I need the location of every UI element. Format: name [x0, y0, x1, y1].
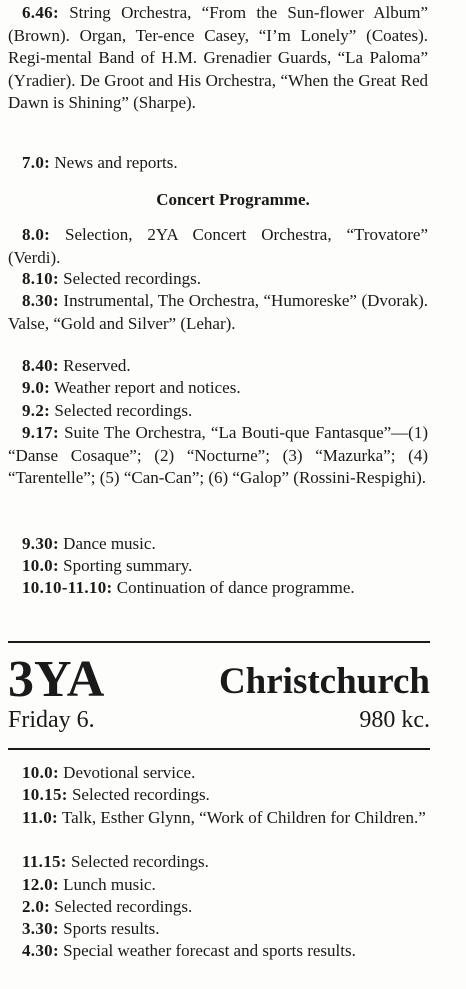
programme-entry: [8, 555, 428, 578]
concert-programme-heading: Concert Programme.: [156, 190, 310, 209]
programme-entry: [8, 577, 428, 600]
entry-text: News and reports.: [54, 153, 178, 172]
entry-time: 6.46:: [22, 3, 59, 22]
programme-entry: [8, 152, 428, 175]
programme-entry: [8, 290, 428, 335]
entry-time: 8.10:: [22, 269, 59, 288]
programme-entry: [8, 268, 428, 291]
entry-time: 11.0:: [22, 808, 58, 827]
divider-rule: [8, 748, 430, 750]
entry-text: Sports results.: [63, 919, 160, 938]
entry-text: Suite The Orchestra, “La Bouti-que Fantasque”—(1) “Danse Cosaque”; (2) “Nocturne”; (3) “Mazurka”; (4) “Tarentelle”; (5) “Can-Can”; (6) “Galop” (Rossini-Respighi).: [8, 423, 428, 487]
entry-text: Devotional service.: [63, 763, 196, 782]
entry-time: 12.0:: [22, 875, 59, 894]
entry-text: Sporting summary.: [63, 556, 193, 575]
entry-time: 9.17:: [22, 423, 59, 442]
programme-entry: [8, 784, 428, 807]
entry-time: 10.15:: [22, 785, 68, 804]
programme-entry: [8, 896, 428, 919]
entry-time: 7.0:: [22, 153, 51, 172]
station-call-sign: 3YA: [8, 651, 105, 708]
entry-text: Selected recordings.: [71, 852, 209, 871]
entry-time: 8.0:: [22, 225, 51, 244]
entry-text: Lunch music.: [63, 875, 156, 894]
programme-entry: [8, 355, 428, 378]
programme-entry: [8, 400, 428, 423]
programme-entry: [8, 2, 428, 115]
entry-time: 2.0:: [22, 897, 51, 916]
entry-time: 3.30:: [22, 919, 59, 938]
entry-text: Selected recordings.: [54, 401, 193, 420]
entry-time: 9.0:: [22, 378, 51, 397]
entry-text: String Orchestra, “From the Sun-flower Album” (Brown). Organ, Ter-ence Casey, “I’m Lonely” (Coates). Regi-mental Band of H.M. Grenadier Guards, “La Paloma” (Yradier). De Groot and His Orchestra, “When the Great Red Dawn is Shining” (Sharpe).: [8, 3, 429, 112]
station-frequency: 980 kc.: [359, 707, 430, 733]
entry-text: Special weather forecast and sports results.: [63, 941, 356, 960]
entry-time: 4.30:: [22, 941, 59, 960]
entry-time: 8.40:: [22, 356, 59, 375]
entry-text: Continuation of dance programme.: [116, 578, 355, 597]
entry-text: Weather report and notices.: [54, 378, 241, 397]
entry-text: Reserved.: [63, 356, 131, 375]
entry-time: 9.2:: [22, 401, 51, 420]
entry-time: 10.0:: [22, 763, 59, 782]
entry-time: 11.15:: [22, 852, 67, 871]
entry-text: Talk, Esther Glynn, “Work of Children for Children.”: [61, 808, 426, 827]
station-city: Christchurch: [218, 661, 430, 702]
entry-text: Selection, 2YA Concert Orchestra, “Trovatore” (Verdi).: [8, 225, 428, 267]
entry-time: 10.10-11.10:: [22, 578, 113, 597]
programme-entry: [8, 422, 428, 490]
programme-entry: [8, 851, 428, 874]
programme-entry: [8, 807, 428, 830]
programme-entry: [8, 874, 428, 897]
programme-entry: [8, 533, 428, 556]
broadcast-day: Friday 6.: [8, 707, 95, 733]
programme-entry: [8, 940, 428, 963]
programme-entry: [8, 918, 428, 941]
programme-entry: [8, 377, 428, 400]
entry-text: Selected recordings.: [54, 897, 193, 916]
programme-entry: [8, 224, 428, 269]
entry-time: 10.0:: [22, 556, 59, 575]
entry-text: Dance music.: [63, 534, 156, 553]
entry-text: Instrumental, The Orchestra, “Humoreske” (Dvorak). Valse, “Gold and Silver” (Lehar).: [8, 291, 429, 333]
entry-time: 9.30:: [22, 534, 59, 553]
entry-text: Selected recordings.: [63, 269, 202, 288]
divider-rule: [8, 641, 430, 643]
programme-entry: [8, 762, 428, 785]
entry-text: Selected recordings.: [71, 785, 210, 804]
entry-time: 8.30:: [22, 291, 59, 310]
